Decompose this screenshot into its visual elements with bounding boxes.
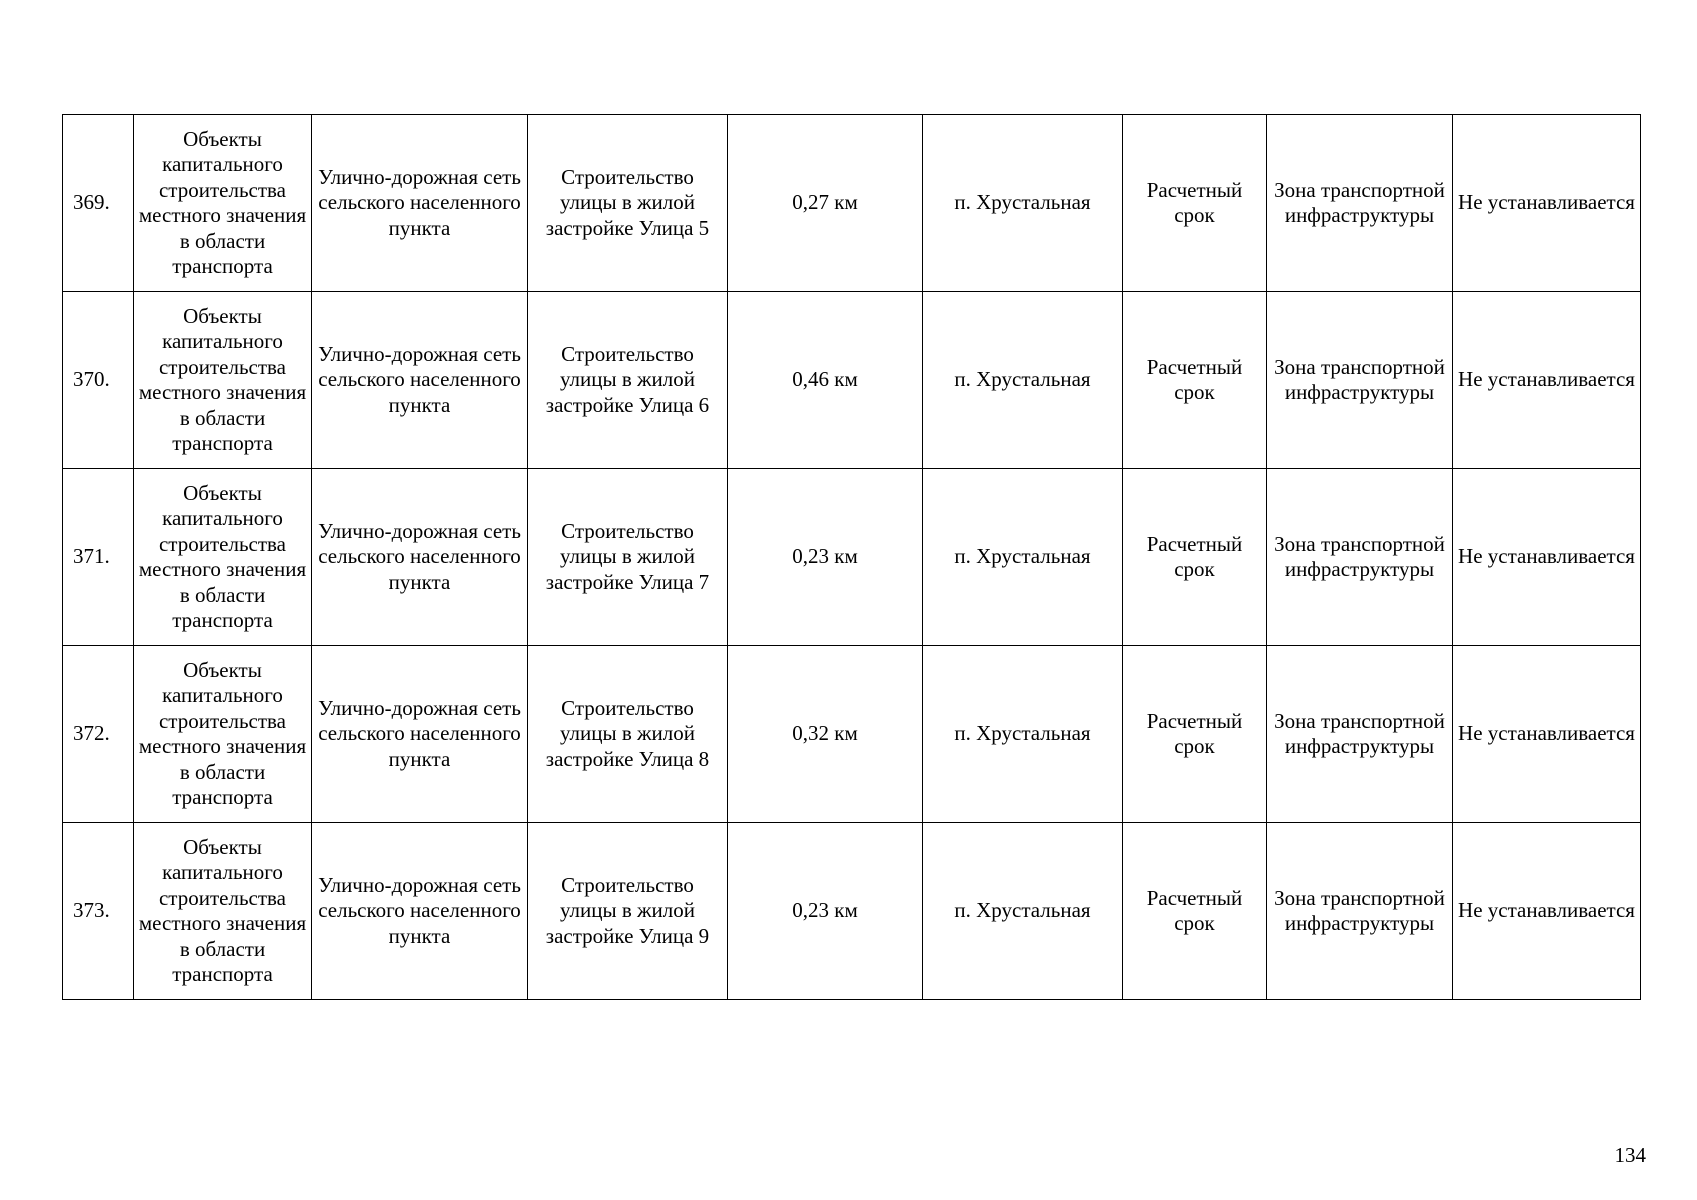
objects-table	[62, 114, 1641, 1000]
table-row	[63, 646, 1641, 823]
object-category: Объекты капитального строительства местного значения в области транспорта	[134, 115, 312, 292]
object-name: Строительство улицы в жилой застройке Улица 9	[528, 823, 728, 1000]
page-number: 134	[1614, 1143, 1646, 1167]
object-restriction: Не устанавливается	[1453, 292, 1641, 469]
object-restriction: Не устанавливается	[1453, 469, 1641, 646]
table-row	[63, 292, 1641, 469]
object-zone: Зона транспортной инфраструктуры	[1267, 115, 1453, 292]
object-category: Объекты капитального строительства местного значения в области транспорта	[134, 823, 312, 1000]
object-length: 0,46 км	[728, 292, 923, 469]
object-name: Строительство улицы в жилой застройке Улица 8	[528, 646, 728, 823]
row-number: 369.	[63, 115, 134, 292]
object-restriction: Не устанавливается	[1453, 646, 1641, 823]
object-term: Расчетный срок	[1123, 823, 1267, 1000]
object-type: Улично-дорожная сеть сельского населенного пункта	[312, 469, 528, 646]
object-restriction: Не устанавливается	[1453, 823, 1641, 1000]
object-restriction: Не устанавливается	[1453, 115, 1641, 292]
object-type: Улично-дорожная сеть сельского населенного пункта	[312, 823, 528, 1000]
object-term: Расчетный срок	[1123, 646, 1267, 823]
row-number: 371.	[63, 469, 134, 646]
object-location: п. Хрустальная	[923, 115, 1123, 292]
object-length: 0,23 км	[728, 823, 923, 1000]
row-number: 373.	[63, 823, 134, 1000]
object-name: Строительство улицы в жилой застройке Улица 6	[528, 292, 728, 469]
table-row	[63, 823, 1641, 1000]
object-type: Улично-дорожная сеть сельского населенного пункта	[312, 292, 528, 469]
object-name: Строительство улицы в жилой застройке Улица 7	[528, 469, 728, 646]
row-number: 370.	[63, 292, 134, 469]
object-type: Улично-дорожная сеть сельского населенного пункта	[312, 115, 528, 292]
object-zone: Зона транспортной инфраструктуры	[1267, 646, 1453, 823]
object-location: п. Хрустальная	[923, 469, 1123, 646]
object-length: 0,27 км	[728, 115, 923, 292]
object-category: Объекты капитального строительства местного значения в области транспорта	[134, 469, 312, 646]
table-row	[63, 469, 1641, 646]
object-length: 0,23 км	[728, 469, 923, 646]
object-type: Улично-дорожная сеть сельского населенного пункта	[312, 646, 528, 823]
object-name: Строительство улицы в жилой застройке Улица 5	[528, 115, 728, 292]
object-term: Расчетный срок	[1123, 469, 1267, 646]
object-location: п. Хрустальная	[923, 646, 1123, 823]
object-zone: Зона транспортной инфраструктуры	[1267, 823, 1453, 1000]
object-category: Объекты капитального строительства местного значения в области транспорта	[134, 646, 312, 823]
table-row	[63, 115, 1641, 292]
object-term: Расчетный срок	[1123, 115, 1267, 292]
object-zone: Зона транспортной инфраструктуры	[1267, 469, 1453, 646]
object-location: п. Хрустальная	[923, 292, 1123, 469]
object-length: 0,32 км	[728, 646, 923, 823]
object-category: Объекты капитального строительства местного значения в области транспорта	[134, 292, 312, 469]
row-number: 372.	[63, 646, 134, 823]
object-zone: Зона транспортной инфраструктуры	[1267, 292, 1453, 469]
object-term: Расчетный срок	[1123, 292, 1267, 469]
object-location: п. Хрустальная	[923, 823, 1123, 1000]
